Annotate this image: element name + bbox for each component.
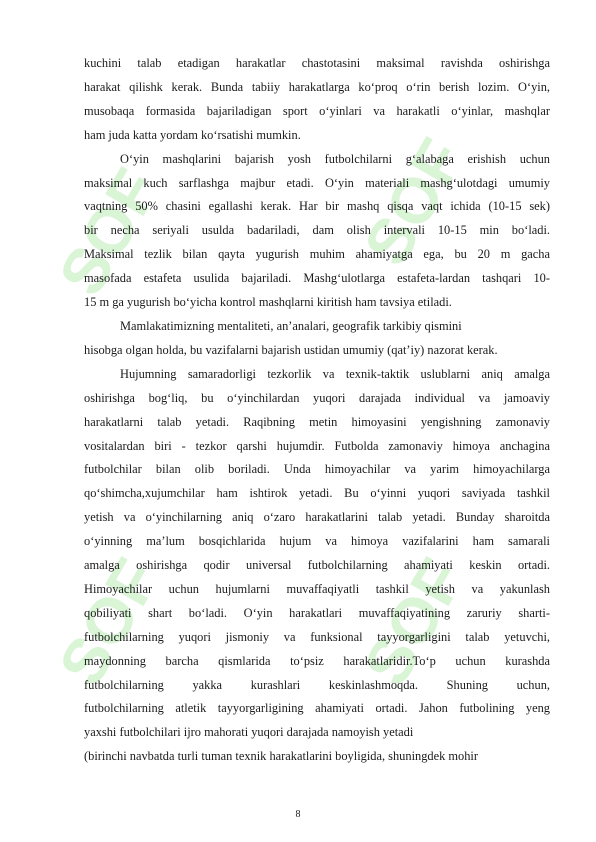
watermark-text: SOF [44,547,173,697]
text-line: 15 m ga yugurish boʻyicha kontrol mashqlarni kiritish ham tavsiya etiladi. [84,295,452,310]
text-line: bir necha seriyali usulda badariladi, dam olish intervali 10-15 min boʻladi. [84,223,550,238]
text-line: futbolchilarning atletik tayyorgarligining ahamiyati ortadi. Jahon futbolining yeng [84,701,550,716]
text-line: maydonning barcha qismlarida toʻpsiz harakatlaridir.Toʻp uchun kurashda [84,653,550,668]
watermark-text: SOF [44,157,173,307]
text-line: yaxshi futbolchilari ijro mahorati yuqori darajada namoyish yetadi [84,725,414,740]
text-line: Oʻyin mashqlarini bajarish yosh futbolchilarni gʻalabaga erishish uchun [120,151,550,166]
text-line: amalga oshirishga qodir universal futbolchilarning ahamiyati keskin ortadi. [84,558,550,573]
paragraph [84,52,550,148]
text-line: futbolchilarning yakka kurashlari keskinlashmoqda. Shuning uchun, [84,677,550,692]
text-line: vaqtning 50% chasini egallashi kerak. Har bir mashq qisqa vaqt ichida (10-15 sek) [84,199,550,214]
text-line: Himoyachilar uchun hujumlarni muvaffaqiyatli tashkil yetish va yakunlash [84,581,550,596]
text-line: (birinchi navbatda turli tuman texnik harakatlarini boyligida, shuningdek mohir [84,749,478,764]
paragraph [84,339,550,363]
text-line: vositalardan biri - tezkor qarshi hujumdir. Futbolda zamonaviy himoya anchagina [84,438,550,453]
text-line: kuchini talab etadigan harakatlar chastotasini maksimal ravishda oshirishga [84,56,550,70]
text-line: masofada estafeta usulida bajariladi. Mashgʻulotlarga estafeta-lardan tashqari 10- [84,271,550,286]
text-line: hisobga olgan holda, bu vazifalarni bajarish ustidan umumiy (qat’iy) nazorat kerak. [84,342,498,357]
text-line: oshirishga bogʻliq, bu oʻyinchilardan yuqori darajada individual va jamoaviy [84,390,550,405]
page-number: 8 [295,809,301,820]
text-line: harakatlarni talab yetadi. Raqibning metin himoyasini yengishning zamonaviy [84,414,550,429]
text-line: qoʻshimcha,xujumchilar ham ishtirok yetadi. Bu oʻyinni yuqori saviyada tashkil [84,486,550,501]
paragraph [84,745,550,769]
text-line: Maksimal tezlik bilan qayta yugurish muhim ahamiyatga ega, bu 20 m gacha [84,247,550,262]
text-line: Mamlakatimizning mentaliteti, an’analari, geografik tarkibiy qismini [120,318,462,333]
watermark-text: SOF [349,547,478,697]
text-line: qobiliyati shart boʻladi. Oʻyin harakatlari muvaffaqiyatining zaruriy sharti- [84,605,550,620]
text-line: yetish va oʻyinchilarning aniq oʻzaro harakatlarini talab yetadi. Bunday sharoitda [84,510,550,525]
text-line: Hujumning samaradorligi tezkorlik va texnik-taktik uslublarni aniq amalga [120,366,550,381]
text-line: futbolchilarning yuqori jismoniy va funksional tayyorgarligini talab yetuvchi, [84,629,550,644]
paragraph [84,148,550,315]
document-body [84,52,550,769]
text-line: futbolchilar bilan olib boriladi. Unda himoyachilar va yarim himoyachilarga [84,462,550,477]
watermark-text: SOF [349,127,478,277]
text-line: maksimal kuch sarflashga majbur etadi. Oʻyin materiali mashgʻulotdagi umumiy [84,175,550,190]
text-line: musobaqa formasida bajariladigan sport oʻyinlari va harakatli oʻyinlar, mashqlar [84,103,550,118]
text-line: oʻyinning ma’lum bosqichlarida hujum va himoya vazifalarini ham samarali [84,534,550,549]
text-line: harakat qilishk kerak. Bunda tabiiy harakatlarga koʻproq oʻrin berish lozim. Oʻyin, [84,79,550,94]
text-line: ham juda katta yordam koʻrsatishi mumkin. [84,127,301,142]
paragraph [84,315,550,339]
paragraph [84,363,550,746]
